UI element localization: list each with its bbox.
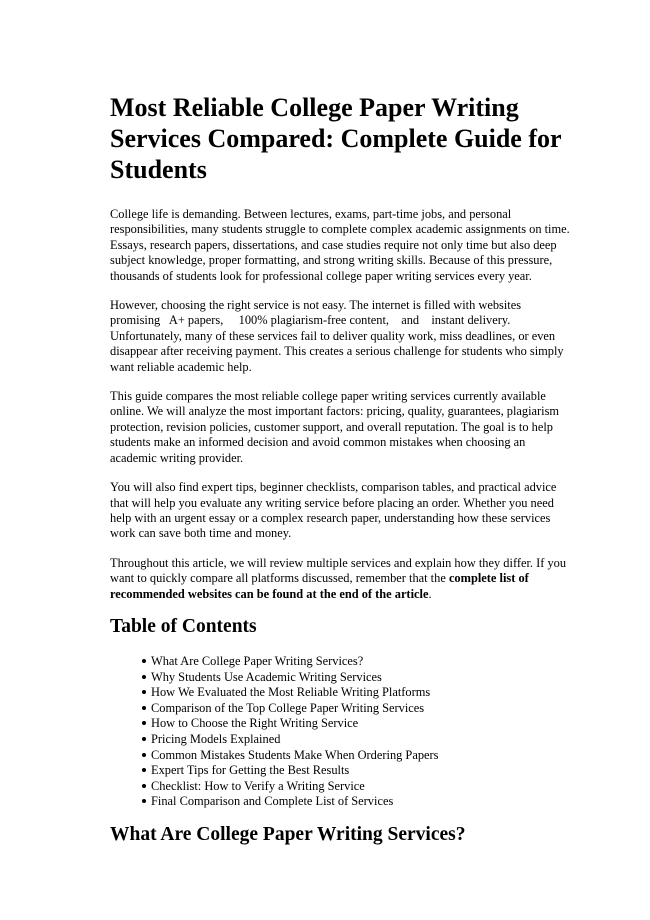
- promise-a-plus: A+ papers,: [168, 313, 224, 328]
- toc-item-label: Comparison of the Top College Paper Writing Services: [151, 700, 425, 715]
- paragraph-expert-tips: You will also find expert tips, beginner checklists, comparison tables, and practical advice that will help you evaluate any writing service before placing an order. Whether you need help with an urgent essay or a complex research paper, understanding how these services work can save both time and money.: [110, 480, 557, 541]
- paragraph-choosing-service: [110, 298, 574, 375]
- bullet-icon: [142, 670, 151, 686]
- page-title: Most Reliable College Paper Writing Services Compared: Complete Guide for Students: [110, 93, 562, 184]
- bullet-icon: [142, 763, 151, 779]
- toc-item-label: Expert Tips for Getting the Best Results: [151, 763, 350, 778]
- paragraph-choosing-lead: However, choosing the right service is not easy. The internet is filled with websites promising: [110, 298, 522, 328]
- toc-item-label: What Are College Paper Writing Services?: [151, 653, 364, 668]
- toc-item[interactable]: [142, 654, 574, 670]
- toc-item-label: Final Comparison and Complete List of Services: [151, 794, 394, 809]
- toc-item[interactable]: [142, 670, 574, 686]
- promise-and: and: [401, 313, 420, 328]
- toc-item[interactable]: [142, 732, 574, 748]
- toc-item-label: How We Evaluated the Most Reliable Writing Platforms: [151, 685, 431, 700]
- bullet-icon: [142, 716, 151, 732]
- paragraph-throughout: [110, 556, 574, 602]
- toc-item-label: Checklist: How to Verify a Writing Service: [151, 778, 365, 793]
- promise-plagiarism-free: 100% plagiarism-free content,: [238, 313, 390, 328]
- toc-item-label: How to Choose the Right Writing Service: [151, 716, 359, 731]
- bullet-icon: [142, 654, 151, 670]
- toc-item[interactable]: [142, 701, 574, 717]
- document-page: [110, 92, 574, 846]
- toc-list: [110, 654, 574, 810]
- toc-item[interactable]: [142, 779, 574, 795]
- bullet-icon: [142, 748, 151, 764]
- toc-item[interactable]: [142, 748, 574, 764]
- toc-item-label: Why Students Use Academic Writing Services: [151, 669, 382, 684]
- paragraph-throughout-lead: Throughout this article, we will review multiple services and explain how they differ. If you want to quickly compare all platforms discussed, remember that the: [110, 555, 567, 586]
- toc-item-label: Common Mistakes Students Make When Ordering Papers: [151, 747, 439, 762]
- section-heading: What Are College Paper Writing Services?: [110, 823, 466, 845]
- toc-item-label: Pricing Models Explained: [151, 731, 281, 746]
- bullet-icon: [142, 701, 151, 717]
- bullet-icon: [142, 794, 151, 810]
- toc-item[interactable]: [142, 794, 574, 810]
- paragraph-choosing-rest: Unfortunately, many of these services fail to deliver quality work, miss deadlines, or even disappear after receiving payment. This creates a serious challenge for students who simply want reliable academic help.: [110, 328, 564, 374]
- toc-item[interactable]: [142, 716, 574, 732]
- toc-item[interactable]: [142, 763, 574, 779]
- bullet-icon: [142, 732, 151, 748]
- toc-item[interactable]: [142, 685, 574, 701]
- toc-heading: Table of Contents: [110, 615, 257, 637]
- bullet-icon: [142, 779, 151, 795]
- paragraph-throughout-end: .: [428, 586, 432, 601]
- paragraph-guide-compares: This guide compares the most reliable college paper writing services currently available online. We will analyze the most important factors: pricing, quality, guarantees, plagiarism protection, revision policies, customer support, and overall reputation. The goal is to help students make an informed decision and avoid common mistakes when choosing an academic writing provider.: [110, 389, 560, 465]
- bullet-icon: [142, 685, 151, 701]
- complete-list-note: complete list of recommended websites can be found at the end of the article: [110, 571, 529, 601]
- intro-paragraph: College life is demanding. Between lectures, exams, part-time jobs, and personal responsibilities, many students struggle to complete complex academic assignments on time. Essays, research papers, dissertations, and case studies require not only time but also deep subject knowledge, proper formatting, and strong writing skills. Because of this pressure, thousands of students look for professional college paper writing services every year.: [110, 207, 570, 283]
- promise-instant-delivery: instant delivery.: [431, 313, 511, 328]
